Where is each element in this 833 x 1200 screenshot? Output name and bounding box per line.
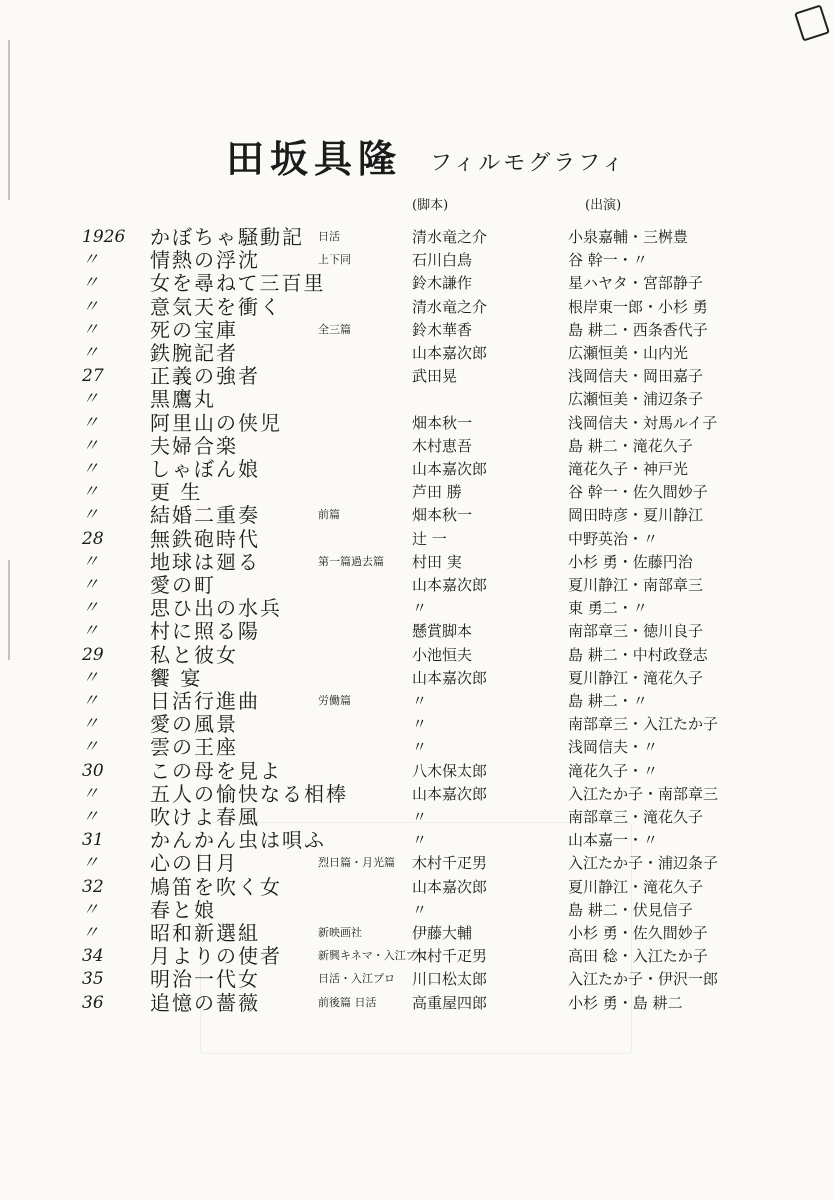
cast-names: 入江たか子・南部章三 bbox=[568, 785, 719, 803]
cast-names: 島 耕二・西条香代子 bbox=[568, 321, 708, 339]
cast-names: 岡田時彦・夏川静江 bbox=[568, 506, 704, 524]
cast-names: 島 耕二・滝花久子 bbox=[568, 437, 693, 455]
year-cell: 〃 bbox=[82, 621, 99, 641]
script-writer: 木村千疋男 bbox=[412, 854, 488, 872]
filmography-row bbox=[0, 503, 833, 527]
year-cell: 〃 bbox=[82, 714, 99, 734]
page-title: 田坂具隆 bbox=[226, 136, 403, 181]
year-cell: 〃 bbox=[82, 273, 99, 293]
script-writer: 畑本秋一 bbox=[412, 414, 473, 432]
film-title: 情熱の浮沈 bbox=[150, 248, 260, 272]
filmography-row bbox=[0, 364, 833, 388]
script-writer: 石川白鳥 bbox=[412, 251, 473, 269]
filmography-row bbox=[0, 828, 833, 852]
year-cell: 〃 bbox=[82, 900, 99, 920]
cast-names: 広瀬恒美・山内光 bbox=[568, 344, 689, 362]
cast-names: 広瀬恒美・浦辺条子 bbox=[568, 390, 704, 408]
filmography-row bbox=[0, 898, 833, 922]
filmography-row bbox=[0, 735, 833, 759]
filmography-row bbox=[0, 387, 833, 411]
cast-names: 島 耕二・伏見信子 bbox=[568, 901, 693, 919]
film-title: 女を尋ねて三百里 bbox=[150, 271, 326, 295]
script-writer: 清水竜之介 bbox=[412, 298, 488, 316]
year-cell: 〃 bbox=[82, 853, 99, 873]
film-title: 結婚二重奏 bbox=[150, 503, 260, 527]
studio-note: 全三篇 bbox=[318, 323, 351, 336]
page-edge-line bbox=[8, 40, 10, 200]
film-title: 鳩笛を吹く女 bbox=[150, 875, 282, 899]
film-title: 私と彼女 bbox=[150, 643, 238, 667]
filmography-row bbox=[0, 643, 833, 667]
cast-names: 島 耕二・中村政登志 bbox=[568, 646, 708, 664]
script-writer: 山本嘉次郎 bbox=[412, 785, 488, 803]
studio-note: 日活・入江プロ bbox=[318, 972, 395, 985]
year-cell: 28 bbox=[82, 529, 104, 549]
filmography-row bbox=[0, 411, 833, 435]
year-cell: 〃 bbox=[82, 413, 99, 433]
film-title: 夫婦合楽 bbox=[150, 434, 238, 458]
filmography-row bbox=[0, 921, 833, 945]
cast-names: 南部章三・滝花久子 bbox=[568, 808, 704, 826]
filmography-row bbox=[0, 944, 833, 968]
year-cell: 〃 bbox=[82, 459, 99, 479]
cast-names: 浅岡信夫・対馬ルイ子 bbox=[568, 414, 718, 432]
year-cell: 36 bbox=[82, 993, 104, 1013]
film-title: かんかん虫は唄ふ bbox=[150, 828, 326, 852]
cast-names: 星ハヤタ・宮部静子 bbox=[568, 274, 703, 292]
film-title: 正義の強者 bbox=[150, 364, 260, 388]
filmography-row bbox=[0, 991, 833, 1015]
film-title: 更 生 bbox=[150, 480, 203, 504]
filmography-row bbox=[0, 666, 833, 690]
cast-names: 根岸東一郎・小杉 勇 bbox=[568, 298, 708, 316]
film-title: 追憶の薔薇 bbox=[150, 991, 260, 1015]
filmography-row bbox=[0, 271, 833, 295]
year-cell: 〃 bbox=[82, 552, 99, 572]
filmography-row bbox=[0, 434, 833, 458]
studio-note: 上下同 bbox=[318, 253, 351, 266]
studio-note: 新興キネマ・入江プロ bbox=[318, 949, 428, 962]
cast-names: 夏川静江・滝花久子 bbox=[568, 669, 704, 687]
film-title: 心の日月 bbox=[150, 851, 238, 875]
filmography-row bbox=[0, 341, 833, 365]
year-cell: 35 bbox=[82, 969, 104, 989]
script-writer: 木村千疋男 bbox=[412, 947, 488, 965]
filmography-row bbox=[0, 712, 833, 736]
film-title: 吹けよ春風 bbox=[150, 805, 260, 829]
year-cell: 〃 bbox=[82, 784, 99, 804]
year-cell: 31 bbox=[82, 830, 104, 850]
film-title: 雲の王座 bbox=[150, 735, 238, 759]
film-title: しゃぼん娘 bbox=[150, 457, 260, 481]
script-writer: 鈴木謙作 bbox=[412, 274, 473, 292]
script-writer: 八木保太郎 bbox=[412, 762, 488, 780]
studio-note: 烈日篇・月光篇 bbox=[318, 856, 395, 869]
script-writer: 辻 一 bbox=[412, 530, 447, 548]
filmography-row bbox=[0, 759, 833, 783]
studio-note: 前篇 bbox=[318, 508, 340, 521]
year-cell: 〃 bbox=[82, 575, 99, 595]
script-writer: 〃 bbox=[412, 692, 428, 710]
script-writer: 伊藤大輔 bbox=[412, 924, 473, 942]
year-cell: 〃 bbox=[82, 598, 99, 618]
script-writer: 山本嘉次郎 bbox=[412, 460, 488, 478]
cast-names: 滝花久子・〃 bbox=[568, 762, 659, 780]
year-cell: 〃 bbox=[82, 250, 99, 270]
film-title: 愛の風景 bbox=[150, 712, 238, 736]
year-cell: 〃 bbox=[82, 737, 99, 757]
filmography-row bbox=[0, 689, 833, 713]
filmography-row bbox=[0, 782, 833, 806]
studio-note: 前後篇 日活 bbox=[318, 996, 377, 1009]
script-writer: 山本嘉次郎 bbox=[412, 344, 488, 362]
script-writer: 〃 bbox=[412, 901, 428, 919]
film-title: 明治一代女 bbox=[150, 967, 260, 991]
cast-names: 小杉 勇・島 耕二 bbox=[568, 994, 683, 1012]
studio-note: 新映画社 bbox=[318, 926, 362, 939]
year-cell: 27 bbox=[82, 366, 104, 386]
film-title: 日活行進曲 bbox=[150, 689, 260, 713]
cast-names: 山本嘉一・〃 bbox=[568, 831, 659, 849]
year-cell: 〃 bbox=[82, 505, 99, 525]
script-writer: 木村恵吾 bbox=[412, 437, 473, 455]
column-header-script: (脚本) bbox=[412, 198, 449, 213]
film-title: 阿里山の侠児 bbox=[150, 411, 282, 435]
film-title: 地球は廻る bbox=[150, 550, 260, 574]
filmography-row bbox=[0, 457, 833, 481]
year-cell: 1926 bbox=[82, 227, 126, 247]
script-writer: 清水竜之介 bbox=[412, 228, 488, 246]
film-title: 昭和新選組 bbox=[150, 921, 260, 945]
year-cell: 〃 bbox=[82, 320, 99, 340]
cast-names: 夏川静江・南部章三 bbox=[568, 576, 704, 594]
cast-names: 小泉嘉輔・三桝豊 bbox=[568, 228, 689, 246]
script-writer: 芦田 勝 bbox=[412, 483, 462, 501]
year-cell: 〃 bbox=[82, 297, 99, 317]
filmography-row bbox=[0, 480, 833, 504]
cast-names: 谷 幹一・〃 bbox=[568, 251, 648, 269]
studio-note: 日活 bbox=[318, 230, 340, 243]
studio-note: 第一篇過去篇 bbox=[318, 555, 384, 568]
cast-names: 滝花久子・神戸光 bbox=[568, 460, 689, 478]
filmography-row bbox=[0, 851, 833, 875]
film-title: 愛の町 bbox=[150, 573, 216, 597]
script-writer: 〃 bbox=[412, 738, 428, 756]
filmography-row bbox=[0, 295, 833, 319]
corner-mark bbox=[794, 4, 830, 41]
script-writer: 〃 bbox=[412, 808, 428, 826]
film-title: 鉄腕記者 bbox=[150, 341, 238, 365]
film-title: かぼちゃ騒動記 bbox=[150, 225, 304, 249]
cast-names: 高田 稔・入江たか子 bbox=[568, 947, 708, 965]
script-writer: 鈴木華香 bbox=[412, 321, 473, 339]
cast-names: 夏川静江・滝花久子 bbox=[568, 878, 704, 896]
filmography-row bbox=[0, 619, 833, 643]
year-cell: 32 bbox=[82, 877, 104, 897]
year-cell: 〃 bbox=[82, 482, 99, 502]
script-writer: 武田晃 bbox=[412, 367, 458, 385]
film-title: 黒鷹丸 bbox=[150, 387, 216, 411]
year-cell: 34 bbox=[82, 946, 104, 966]
filmography-row bbox=[0, 248, 833, 272]
year-cell: 〃 bbox=[82, 691, 99, 711]
script-writer: 〃 bbox=[412, 831, 428, 849]
year-cell: 29 bbox=[82, 645, 104, 665]
year-cell: 〃 bbox=[82, 343, 99, 363]
filmography-row bbox=[0, 967, 833, 991]
film-title: 月よりの使者 bbox=[150, 944, 282, 968]
year-cell: 〃 bbox=[82, 668, 99, 688]
filmography-row bbox=[0, 596, 833, 620]
filmography-row bbox=[0, 225, 833, 249]
film-title: この母を見よ bbox=[150, 759, 282, 783]
cast-names: 東 勇二・〃 bbox=[568, 599, 648, 617]
cast-names: 谷 幹一・佐久間妙子 bbox=[568, 483, 708, 501]
film-title: 饗 宴 bbox=[150, 666, 203, 690]
script-writer: 川口松太郎 bbox=[412, 970, 488, 988]
year-cell: 〃 bbox=[82, 807, 99, 827]
script-writer: 畑本秋一 bbox=[412, 506, 473, 524]
script-writer: 〃 bbox=[412, 599, 428, 617]
film-title: 思ひ出の水兵 bbox=[150, 596, 282, 620]
year-cell: 30 bbox=[82, 761, 104, 781]
year-cell: 〃 bbox=[82, 436, 99, 456]
script-writer: 山本嘉次郎 bbox=[412, 878, 488, 896]
cast-names: 南部章三・入江たか子 bbox=[568, 715, 719, 733]
script-writer: 山本嘉次郎 bbox=[412, 669, 488, 687]
filmography-row bbox=[0, 805, 833, 829]
filmography-row bbox=[0, 573, 833, 597]
script-writer: 村田 実 bbox=[412, 553, 462, 571]
filmography-row bbox=[0, 527, 833, 551]
cast-names: 小杉 勇・佐久間妙子 bbox=[568, 924, 708, 942]
filmography-row bbox=[0, 550, 833, 574]
script-writer: 懸賞脚本 bbox=[412, 622, 473, 640]
script-writer: 山本嘉次郎 bbox=[412, 576, 488, 594]
cast-names: 入江たか子・浦辺条子 bbox=[568, 854, 719, 872]
film-title: 死の宝庫 bbox=[150, 318, 238, 342]
cast-names: 中野英治・〃 bbox=[568, 530, 659, 548]
filmography-row bbox=[0, 875, 833, 899]
cast-names: 南部章三・徳川良子 bbox=[568, 622, 704, 640]
script-writer: 小池恒夫 bbox=[412, 646, 473, 664]
script-writer: 高重屋四郎 bbox=[412, 994, 488, 1012]
film-title: 意気天を衝く bbox=[150, 295, 282, 319]
year-cell: 〃 bbox=[82, 923, 99, 943]
studio-note: 労働篇 bbox=[318, 694, 351, 707]
film-title: 春と娘 bbox=[150, 898, 216, 922]
year-cell: 〃 bbox=[82, 389, 99, 409]
cast-names: 浅岡信夫・〃 bbox=[568, 738, 659, 756]
script-writer: 〃 bbox=[412, 715, 428, 733]
film-title: 村に照る陽 bbox=[150, 619, 260, 643]
cast-names: 小杉 勇・佐藤円治 bbox=[568, 553, 693, 571]
film-title: 五人の愉快なる相棒 bbox=[150, 782, 348, 806]
cast-names: 浅岡信夫・岡田嘉子 bbox=[568, 367, 704, 385]
film-title: 無鉄砲時代 bbox=[150, 527, 260, 551]
column-header-cast: (出演) bbox=[585, 198, 622, 213]
page-subtitle: フィルモグラフィ bbox=[430, 151, 627, 176]
cast-names: 入江たか子・伊沢一郎 bbox=[568, 970, 719, 988]
cast-names: 島 耕二・〃 bbox=[568, 692, 648, 710]
filmography-row bbox=[0, 318, 833, 342]
